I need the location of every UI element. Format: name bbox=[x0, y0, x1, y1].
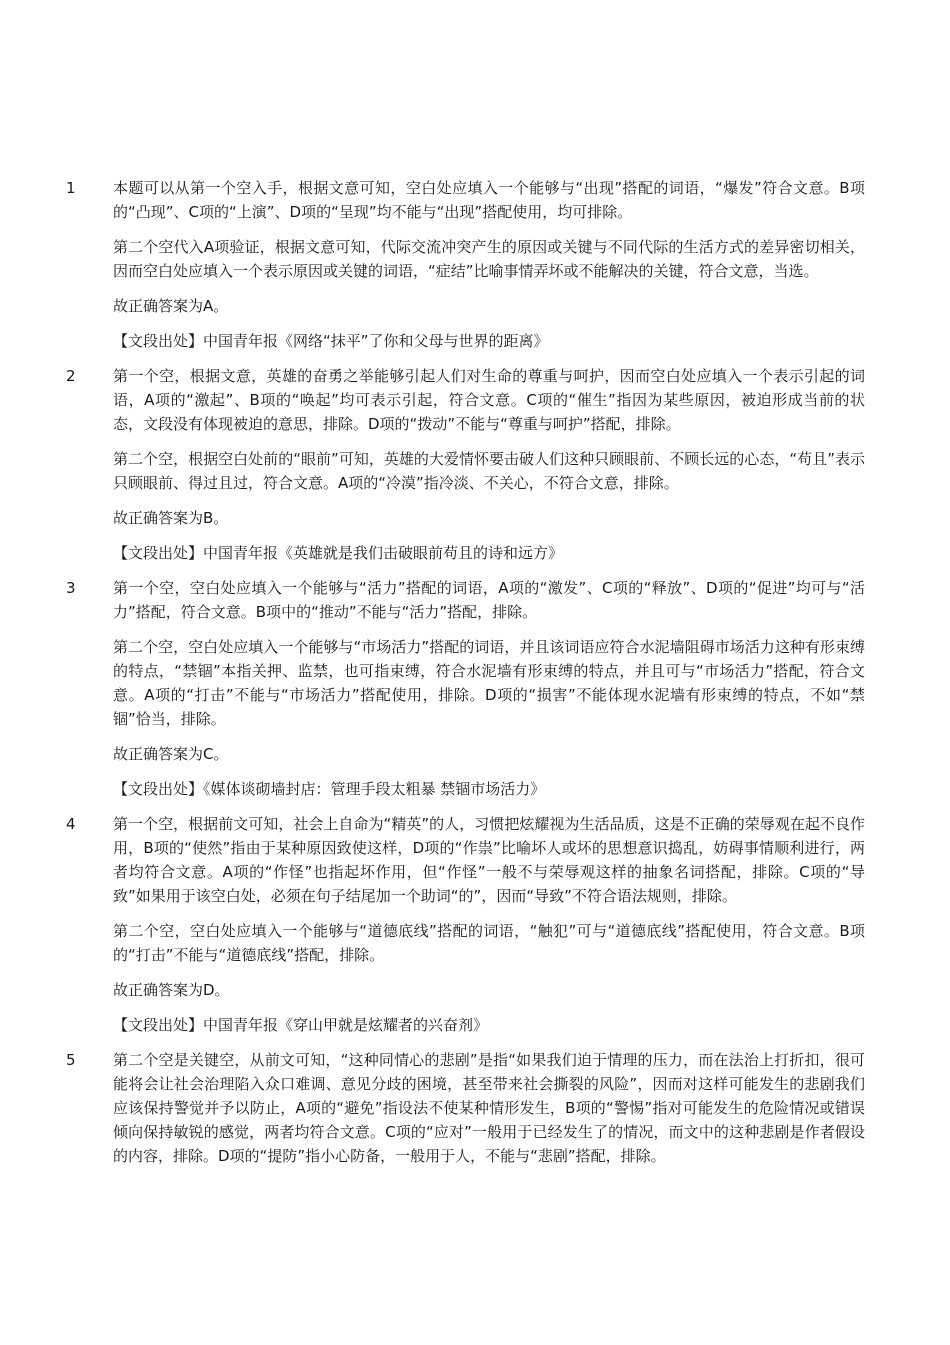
question-number: 3 bbox=[66, 579, 76, 597]
answer-line: 故正确答案为C。 bbox=[113, 745, 229, 763]
explanation-paragraph: 第二个空，根据空白处前的“眼前”可知，英雄的大爱情怀要击破人们这种只顾眼前、不顾长远的心态，“苟且”表示只顾眼前、得过且过，符合文意。A项的“冷漠”指冷淡、不关心，不符合文意，排除。 bbox=[113, 450, 865, 492]
explanation-item-2 bbox=[0, 364, 950, 565]
explanation-item-3 bbox=[0, 576, 950, 801]
source-line: 【文段出处】中国青年报《英雄就是我们击破眼前苟且的诗和远方》 bbox=[113, 544, 564, 562]
explanation-paragraph: 第二个空，空白处应填入一个能够与“市场活力”搭配的词语，并且该词语应符合水泥墙阻碍市场活力这种有形束缚的特点，“禁锢”本指关押、监禁，也可指束缚，符合水泥墙有形束缚的特点，并且可与“市场活力”搭配，符合文意。A项的“打击”不能与“市场活力”搭配使用，排除。D项的“损害”不能体现水泥墙有形束缚的特点，不如“禁锢”恰当，排除。 bbox=[113, 638, 865, 728]
question-number: 2 bbox=[66, 367, 76, 385]
question-number: 5 bbox=[66, 1051, 76, 1069]
answer-line: 故正确答案为D。 bbox=[113, 981, 230, 999]
question-number: 4 bbox=[66, 815, 76, 833]
source-line: 【文段出处】中国青年报《网络“抹平”了你和父母与世界的距离》 bbox=[113, 332, 549, 350]
explanation-paragraph: 第一个空，根据前文可知，社会上自命为“精英”的人，习惯把炫耀视为生活品质，这是不正确的荣辱观在起不良作用，B项的“使然”指由于某种原因致使这样，D项的“作祟”比喻坏人或坏的思想意识捣乱，妨碍事情顺利进行，两者均符合文意。A项的“作怪”也指起坏作用，但“作怪”一般不与荣辱观这样的抽象名词搭配，排除。C项的“导致”如果用于该空白处，必须在句子结尾加一个助词“的”，因而“导致”不符合语法规则，排除。 bbox=[113, 815, 865, 905]
explanation-paragraph: 第二个空，空白处应填入一个能够与“道德底线”搭配的词语，“触犯”可与“道德底线”搭配使用，符合文意。B项的“打击”不能与“道德底线”搭配，排除。 bbox=[113, 922, 865, 964]
source-line: 【文段出处】《媒体谈砌墙封店：管理手段太粗暴 禁锢市场活力》 bbox=[113, 780, 546, 798]
answer-line: 故正确答案为B。 bbox=[113, 509, 229, 527]
source-line: 【文段出处】中国青年报《穿山甲就是炫耀者的兴奋剂》 bbox=[113, 1016, 489, 1034]
answer-explanations bbox=[0, 176, 950, 1179]
explanation-item-5 bbox=[0, 1048, 950, 1168]
explanation-paragraph: 第一个空，空白处应填入一个能够与“活力”搭配的词语，A项的“激发”、C项的“释放”、D项的“促进”均可与“活力”搭配，符合文意。B项中的“推动”不能与“活力”搭配，排除。 bbox=[113, 579, 865, 621]
question-number: 1 bbox=[66, 179, 76, 197]
explanation-paragraph: 第二个空代入A项验证，根据文意可知，代际交流冲突产生的原因或关键与不同代际的生活方式的差异密切相关，因而空白处应填入一个表示原因或关键的词语，“症结”比喻事情弄坏或不能解决的关键，符合文意，当选。 bbox=[113, 238, 865, 280]
explanation-paragraph: 第一个空，根据文意，英雄的奋勇之举能够引起人们对生命的尊重与呵护，因而空白处应填入一个表示引起的词语，A项的“激起”、B项的“唤起”均可表示引起，符合文意。C项的“催生”指因为某些原因，被迫形成当前的状态，文段没有体现被迫的意思，排除。D项的“拨动”不能与“尊重与呵护”搭配，排除。 bbox=[113, 367, 865, 433]
explanation-item-1 bbox=[0, 176, 950, 353]
explanation-paragraph: 第二个空是关键空，从前文可知，“这种同情心的悲剧”是指“如果我们迫于情理的压力，而在法治上打折扣，很可能将会让社会治理陷入众口难调、意见分歧的困境，甚至带来社会撕裂的风险”，因而对这样可能发生的悲剧我们应该保持警觉并予以防止，A项的“避免”指设法不使某种情形发生，B项的“警惕”指对可能发生的危险情况或错误倾向保持敏锐的感觉，两者均符合文意。C项的“应对”一般用于已经发生了的情况，而文中的这种悲剧是作者假设的内容，排除。D项的“提防”指小心防备，一般用于人，不能与“悲剧”搭配，排除。 bbox=[113, 1051, 865, 1165]
answer-line: 故正确答案为A。 bbox=[113, 297, 229, 315]
explanation-item-4 bbox=[0, 812, 950, 1037]
explanation-paragraph: 本题可以从第一个空入手，根据文意可知，空白处应填入一个能够与“出现”搭配的词语，“爆发”符合文意。B项的“凸现”、C项的“上演”、D项的“呈现”均不能与“出现”搭配使用，均可排除。 bbox=[113, 179, 865, 221]
